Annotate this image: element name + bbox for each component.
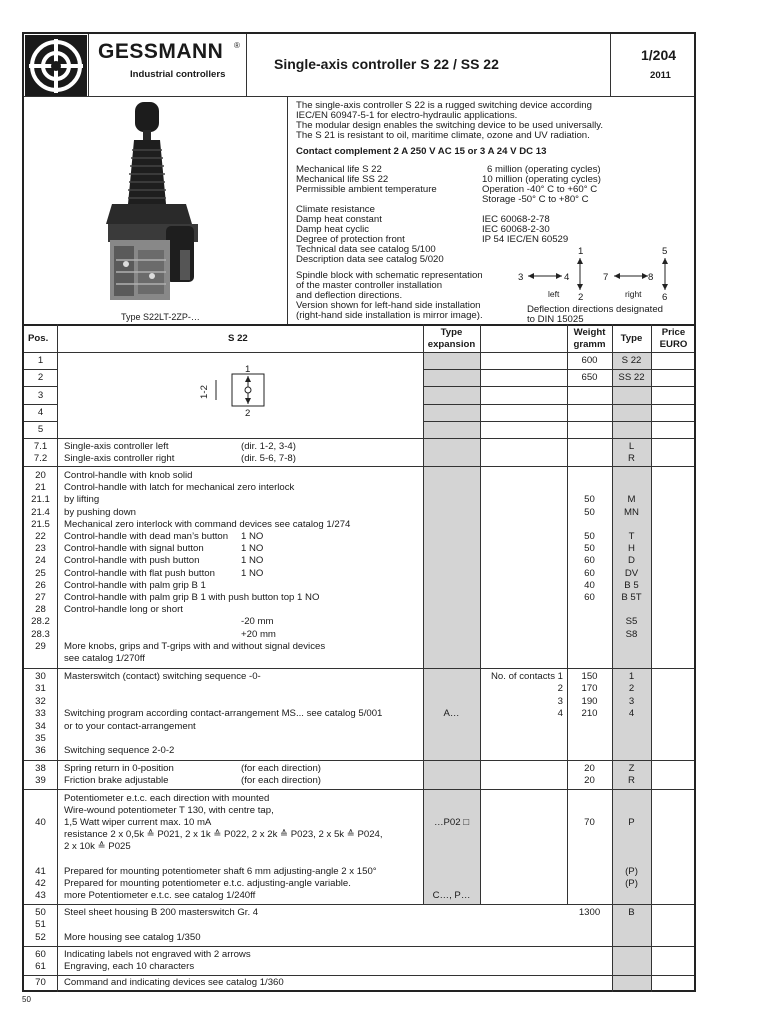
note-cell: (for each direction): [241, 763, 321, 774]
note-cell: 1 NO: [241, 555, 264, 567]
type-cell: 1: [628, 671, 635, 682]
pos-cell: 41: [35, 866, 46, 877]
desc-cell: Control-handle with dead man’s button: [64, 531, 229, 542]
contacts-cell: 2: [557, 683, 563, 695]
deflection-direction-diagram: [512, 244, 682, 308]
pos-cell: 25: [35, 567, 46, 579]
type-cell: 4: [628, 708, 635, 720]
spec-value: 10 million (operating cycles): [482, 174, 601, 185]
desc-cell: Single-axis controller right: [64, 453, 175, 464]
spec-label: Climate resistance: [296, 204, 375, 215]
desc-cell: Control-handle with knob solid: [64, 470, 193, 481]
type-expansion-cell: …P02 □: [433, 817, 470, 828]
weight-cell: 60: [584, 567, 595, 579]
desc-cell: Control-handle with signal button: [64, 543, 204, 555]
weight-cell: 50: [584, 543, 595, 555]
pos-cell: 36: [35, 745, 46, 757]
spec-label: Description data see catalog 5/020: [296, 254, 444, 265]
weight-cell: 20: [584, 775, 595, 786]
pos-cell: 28: [35, 604, 46, 616]
header-pos: Pos.: [28, 333, 49, 344]
note-cell: (dir. 1-2, 3-4): [241, 441, 296, 452]
pos-cell: 21.5: [31, 518, 50, 530]
type-cell: R: [628, 453, 635, 464]
weight-cell: 1300: [578, 907, 601, 918]
weight-cell: 600: [581, 355, 598, 366]
desc-cell: or to your contact-arrangement: [64, 720, 196, 732]
direction-8: 8: [648, 272, 654, 283]
pos-cell: 34: [35, 720, 46, 732]
weight-cell: 650: [581, 372, 598, 383]
description-line: IEC/EN 60947-5-1 for electro-hydraulic applications.: [296, 110, 518, 121]
brand-name: GESSMANN: [98, 40, 224, 63]
pos-cell: 61: [35, 961, 46, 972]
desc-cell: More knobs, grips and T-grips with and without signal devices: [64, 640, 326, 652]
pos-cell: 28.3: [31, 628, 50, 640]
pos-cell: 70: [35, 977, 46, 988]
type-cell: (P): [625, 878, 638, 889]
desc-cell: by pushing down: [64, 506, 137, 518]
desc-cell: 2 x 10k ≙ P025: [64, 841, 131, 852]
spec-value: IEC 60068-2-30: [482, 224, 550, 235]
joystick-controller-icon: [96, 100, 226, 310]
pos-cell: 21.4: [31, 506, 50, 518]
header-s22: S 22: [228, 333, 248, 344]
deflection-caption: Deflection directions designated: [527, 304, 663, 315]
header-type: Type: [620, 333, 643, 344]
description-line: The S 21 is resistant to oil, maritime climate, ozone and UV radiation.: [296, 130, 590, 141]
desc-cell: Potentiometer e.t.c. each direction with mounted: [64, 793, 270, 804]
spec-label: Technical data see catalog 5/100: [296, 244, 436, 255]
spec-label: Damp heat cyclic: [296, 224, 370, 235]
direction-left-label: left: [548, 289, 560, 299]
weight-cell: 210: [581, 708, 598, 720]
spec-label: Mechanical life S 22: [296, 164, 382, 175]
pos-cell: 22: [35, 531, 46, 542]
weight-cell: 70: [584, 817, 595, 828]
desc-cell: Spring return in 0-position: [64, 763, 174, 774]
page-number: 50: [22, 995, 31, 1004]
desc-cell: Prepared for mounting potentiometer shaft 6 mm adjusting-angle 2 x 150°: [64, 866, 377, 877]
pos-cell: 1: [37, 355, 44, 366]
type-cell: 2: [628, 683, 635, 695]
type-cell: S5: [625, 616, 638, 628]
weight-cell: 50: [584, 531, 595, 542]
direction-1: 1: [578, 246, 584, 257]
note-cell: 1 NO: [241, 543, 264, 555]
type-cell: MN: [624, 506, 639, 518]
spec-label: Mechanical life SS 22: [296, 174, 389, 185]
weight-cell: 170: [581, 683, 598, 695]
type-cell: H: [628, 543, 635, 555]
weight-cell: 150: [581, 671, 598, 682]
pos-cell: 38: [35, 763, 46, 774]
weight-cell: 50: [584, 494, 595, 506]
pos-cell: 33: [35, 708, 46, 720]
weight-cell: 60: [584, 555, 595, 567]
pos-cell: 2: [37, 372, 44, 383]
direction-4: 4: [564, 272, 570, 283]
type-cell: M: [627, 494, 636, 506]
desc-cell: Control-handle with push button: [64, 555, 200, 567]
note-cell: 1 NO: [241, 567, 264, 579]
weight-cell: 50: [584, 506, 595, 518]
spindle-text: Version shown for left-hand side installation: [296, 300, 481, 311]
desc-cell: Engraving, each 10 characters: [64, 961, 195, 972]
desc-cell: Switching sequence 2-0-2: [64, 745, 175, 757]
switch-schematic: [200, 360, 280, 420]
weight-cell: 20: [584, 763, 595, 774]
contacts-cell: 3: [557, 695, 563, 707]
pos-cell: 20: [35, 470, 46, 481]
type-cell: S 22: [621, 355, 642, 366]
pos-cell: 7.1: [33, 441, 48, 452]
desc-cell: Friction brake adjustable: [64, 775, 169, 786]
type-cell: (P): [625, 866, 638, 877]
desc-cell: Prepared for mounting potentiometer e.t.c. adjusting-angle variable.: [64, 878, 351, 889]
description-line: The modular design enables the switching device to be used universally.: [296, 120, 603, 131]
spindle-text: and deflection directions.: [296, 290, 403, 301]
spec-label: Damp heat constant: [296, 214, 382, 225]
description-line: The single-axis controller S 22 is a rugged switching device according: [296, 100, 592, 111]
weight-cell: 190: [581, 695, 598, 707]
type-cell: P: [628, 817, 635, 828]
type-cell: 3: [628, 695, 635, 707]
desc-cell: more Potentiometer e.t.c. see catalog 1/240ff: [64, 890, 256, 901]
spec-value: Storage -50° C to +80° C: [482, 194, 589, 205]
pos-cell: 52: [35, 932, 46, 943]
schematic-label-side: 1-2: [198, 385, 210, 399]
desc-cell: Masterswitch (contact) switching sequence -0-: [64, 671, 261, 682]
spec-value: 6 million (operating cycles): [487, 164, 601, 175]
desc-cell: resistance 2 x 0,5k ≙ P021, 2 x 1k ≙ P022, 2 x 2k ≙ P023, 2 x 5k ≙ P024,: [64, 829, 383, 840]
desc-cell: Control-handle long or short: [64, 604, 183, 616]
pos-cell: 29: [35, 640, 46, 652]
switch-schematic-icon: [200, 360, 280, 420]
pos-cell: 26: [35, 579, 46, 591]
brand-subtitle: Industrial controllers: [130, 69, 226, 80]
pos-cell: 5: [37, 424, 44, 435]
product-image: [96, 100, 226, 310]
weight-cell: 40: [584, 579, 595, 591]
desc-cell: Switching program according contact-arrangement MS... see catalog 5/001: [64, 708, 383, 720]
spindle-text: Spindle block with schematic representation: [296, 270, 483, 281]
type-cell: DV: [624, 567, 639, 579]
pos-cell: 24: [35, 555, 46, 567]
spec-value: Operation -40° C to +60° C: [482, 184, 598, 195]
spec-value: IP 54 IEC/EN 60529: [482, 234, 569, 245]
note-cell: +20 mm: [241, 628, 276, 640]
pos-cell: 4: [37, 407, 44, 418]
header-price: Price: [661, 327, 686, 338]
brand-registered-mark: ®: [234, 41, 240, 50]
note-cell: (for each direction): [241, 775, 321, 786]
pos-cell: 21: [35, 482, 46, 494]
catalog-year: 2011: [650, 70, 671, 81]
desc-cell: Control-handle with flat push button: [64, 567, 215, 579]
pos-cell: 60: [35, 949, 46, 960]
type-cell: T: [628, 531, 635, 542]
pos-cell: 51: [35, 919, 46, 930]
direction-3: 3: [518, 272, 524, 283]
pos-cell: 3: [37, 390, 44, 401]
type-cell: SS 22: [618, 372, 645, 383]
pos-cell: 32: [35, 695, 46, 707]
direction-right-label: right: [625, 289, 642, 299]
direction-5: 5: [662, 246, 668, 257]
type-expansion-cell: C…, P…: [432, 890, 471, 901]
header-type-expansion: expansion: [427, 339, 476, 350]
spindle-text: (right-hand side installation is mirror image).: [296, 310, 483, 321]
pos-cell: 39: [35, 775, 46, 786]
pos-cell: 23: [35, 543, 46, 555]
direction-7: 7: [603, 272, 609, 283]
deflection-caption: to DIN 15025: [527, 314, 584, 325]
pos-cell: 31: [35, 683, 46, 695]
desc-cell: see catalog 1/270ff: [64, 653, 145, 664]
note-cell: -20 mm: [241, 616, 274, 628]
product-image-caption: Type S22LT-2ZP-…: [121, 312, 200, 322]
pos-cell: 28.2: [31, 616, 50, 628]
type-cell: B 5: [624, 579, 639, 591]
desc-cell: Steel sheet housing B 200 masterswitch Gr. 4: [64, 907, 259, 918]
deflection-arrows-icon: [512, 244, 682, 308]
desc-cell: Indicating labels not engraved with 2 arrows: [64, 949, 251, 960]
header-type-expansion: Type: [440, 327, 463, 338]
schematic-label-2: 2: [245, 408, 251, 419]
desc-cell: Wire-wound potentiometer T 130, with centre tap,: [64, 805, 274, 816]
header-price: EURO: [659, 339, 688, 350]
pos-cell: 43: [35, 890, 46, 901]
header-weight: Weight: [573, 327, 606, 338]
desc-cell: Command and indicating devices see catalog 1/360: [64, 977, 284, 988]
contacts-cell: 4: [557, 708, 563, 720]
pos-cell: 50: [35, 907, 46, 918]
weight-cell: 60: [584, 592, 595, 603]
pos-cell: 21.1: [31, 494, 50, 506]
pos-cell: 42: [35, 878, 46, 889]
direction-6: 6: [662, 292, 668, 303]
desc-cell: Mechanical zero interlock with command devices see catalog 1/274: [64, 518, 351, 530]
spindle-text: of the master controller installation: [296, 280, 443, 291]
desc-cell: 1,5 Watt wiper current max. 10 mA: [64, 817, 212, 828]
spec-value: IEC 60068-2-78: [482, 214, 550, 225]
page-title: Single-axis controller S 22 / SS 22: [274, 56, 499, 72]
catalog-number: 1/204: [641, 47, 677, 63]
desc-cell: by lifting: [64, 494, 100, 506]
note-cell: 1 NO: [241, 531, 264, 542]
direction-2: 2: [578, 292, 584, 303]
type-cell: B: [628, 907, 635, 918]
desc-cell: Single-axis controller left: [64, 441, 169, 452]
pos-cell: 35: [35, 733, 46, 744]
type-cell: D: [628, 555, 635, 567]
type-cell: Z: [628, 763, 635, 774]
type-cell: B 5T: [621, 592, 642, 603]
pos-cell: 27: [35, 592, 46, 603]
type-cell: S8: [625, 628, 638, 640]
desc-cell: Control-handle with palm grip B 1: [64, 579, 206, 591]
desc-cell: Control-handle with latch for mechanical zero interlock: [64, 482, 295, 494]
desc-cell: Control-handle with palm grip B 1 with push button top 1 NO: [64, 592, 320, 603]
spec-label: Permissible ambient temperature: [296, 184, 437, 195]
header-weight: gramm: [573, 339, 606, 350]
note-cell: (dir. 5-6, 7-8): [241, 453, 296, 464]
type-cell: L: [628, 441, 635, 452]
spec-label: Degree of protection front: [296, 234, 405, 245]
pos-cell: 7.2: [33, 453, 48, 464]
pos-cell: 30: [35, 671, 46, 682]
contact-complement: Contact complement 2 A 250 V AC 15 or 3 A 24 V DC 13: [296, 146, 547, 157]
logo-emblem: [25, 35, 87, 97]
gessmann-logo-icon: [25, 35, 87, 97]
schematic-label-1: 1: [245, 364, 251, 375]
pos-cell: 40: [35, 817, 46, 828]
contacts-cell: No. of contacts 1: [491, 671, 563, 682]
desc-cell: More housing see catalog 1/350: [64, 932, 201, 943]
type-cell: R: [628, 775, 635, 786]
type-expansion-cell: A…: [443, 708, 460, 720]
